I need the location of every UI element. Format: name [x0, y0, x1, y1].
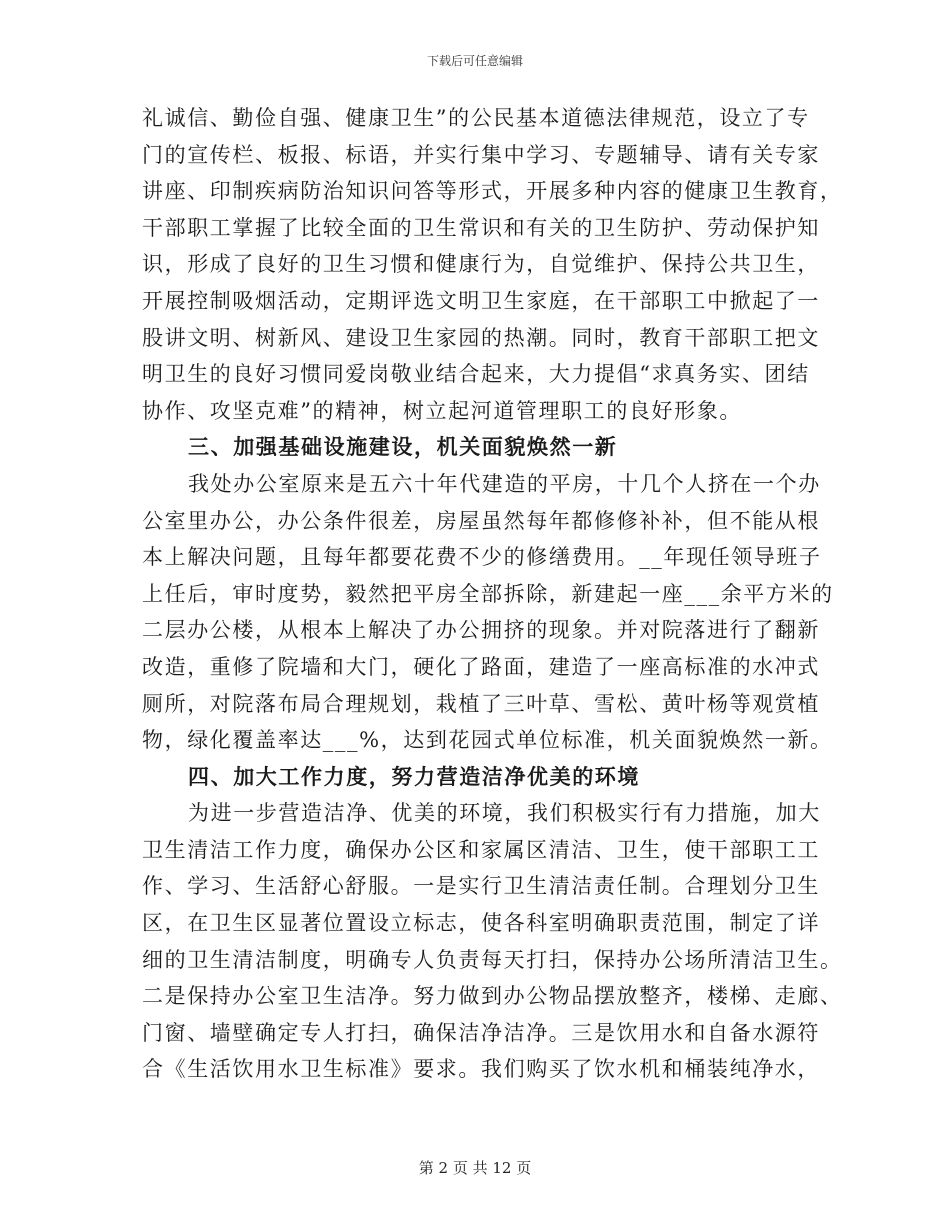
text-line: 识，形成了良好的卫生习惯和健康行为，自觉维护、保持公共卫生，	[142, 252, 820, 277]
text-line: 讲座、印制疾病防治知识问答等形式，开展多种内容的健康卫生教育，	[142, 179, 843, 204]
text-line: 二层办公楼，从根本上解决了办公拥挤的现象。并对院落进行了翻新	[142, 618, 820, 643]
page-header: 下载后可任意编辑	[426, 54, 523, 68]
section-heading: 三、加强基础设施建设，机关面貌焕然一新	[188, 434, 618, 460]
text-line: 公室里办公，办公条件很差，房屋虽然每年都修修补补，但不能从根	[142, 508, 820, 533]
text-line: 协作、攻坚克难”的精神，树立起河道管理职工的良好形象。	[142, 398, 742, 423]
section-three	[142, 429, 834, 758]
section-four	[142, 759, 843, 1088]
document-body	[142, 100, 843, 1088]
page-number: 第 2 页 共 12 页	[418, 1159, 532, 1177]
text-line: 干部职工掌握了比较全面的卫生常识和有关的卫生防护、劳动保护知	[142, 215, 820, 240]
text-line: 合《生活饮用水卫生标准》要求。我们购买了饮水机和桶装纯净水，	[142, 1057, 820, 1082]
text-line: 二是保持办公室卫生洁净。努力做到办公物品摆放整齐，楼梯、走廊、	[142, 984, 843, 1009]
text-line: 上任后，审时度势，毅然把平房全部拆除，新建起一座___余平方米的	[142, 581, 834, 606]
section-heading: 四、加大工作力度，努力营造洁净优美的环境	[188, 763, 640, 789]
text-line: 开展控制吸烟活动，定期评选文明卫生家庭，在干部职工中掀起了一	[142, 288, 820, 313]
text-line: 本上解决问题，且每年都要花费不少的修缮费用。__年现任领导班子	[142, 545, 822, 570]
text-line: 区，在卫生区显著位置设立标志，使各科室明确职责范围，制定了详	[142, 911, 820, 936]
paragraph-intro-continuation	[142, 100, 843, 429]
text-line: 为进一步营造洁净、优美的环境，我们积极实行有力措施，加大	[188, 801, 821, 826]
text-line: 物，绿化覆盖率达___%，达到花园式单位标准，机关面貌焕然一新。	[142, 728, 833, 753]
text-line: 礼诚信、勤俭自强、健康卫生”的公民基本道德法律规范，设立了专	[142, 106, 810, 130]
text-line: 作、学习、生活舒心舒服。一是实行卫生清洁责任制。合理划分卫生	[142, 874, 820, 899]
text-line: 门窗、墙壁确定专人打扫，确保洁净洁净。三是饮用水和自备水源符	[142, 1020, 820, 1045]
text-line: 明卫生的良好习惯同爱岗敬业结合起来，大力提倡“求真务实、团结	[142, 362, 810, 387]
text-line: 卫生清洁工作力度，确保办公区和家属区清洁、卫生，使干部职工工	[142, 837, 820, 862]
text-line: 细的卫生清洁制度，明确专人负责每天打扫，保持办公场所清洁卫生。	[142, 947, 843, 972]
text-line: 门的宣传栏、板报、标语，并实行集中学习、专题辅导、请有关专家	[142, 142, 820, 167]
text-line: 股讲文明、树新风、建设卫生家园的热潮。同时，教育干部职工把文	[142, 325, 820, 350]
text-line: 改造，重修了院墙和大门，硬化了路面，建造了一座高标准的水冲式	[142, 654, 820, 679]
text-line: 厕所，对院落布局合理规划，栽植了三叶草、雪松、黄叶杨等观赏植	[142, 691, 820, 716]
text-line: 我处办公室原来是五六十年代建造的平房，十几个人挤在一个办	[188, 471, 821, 496]
